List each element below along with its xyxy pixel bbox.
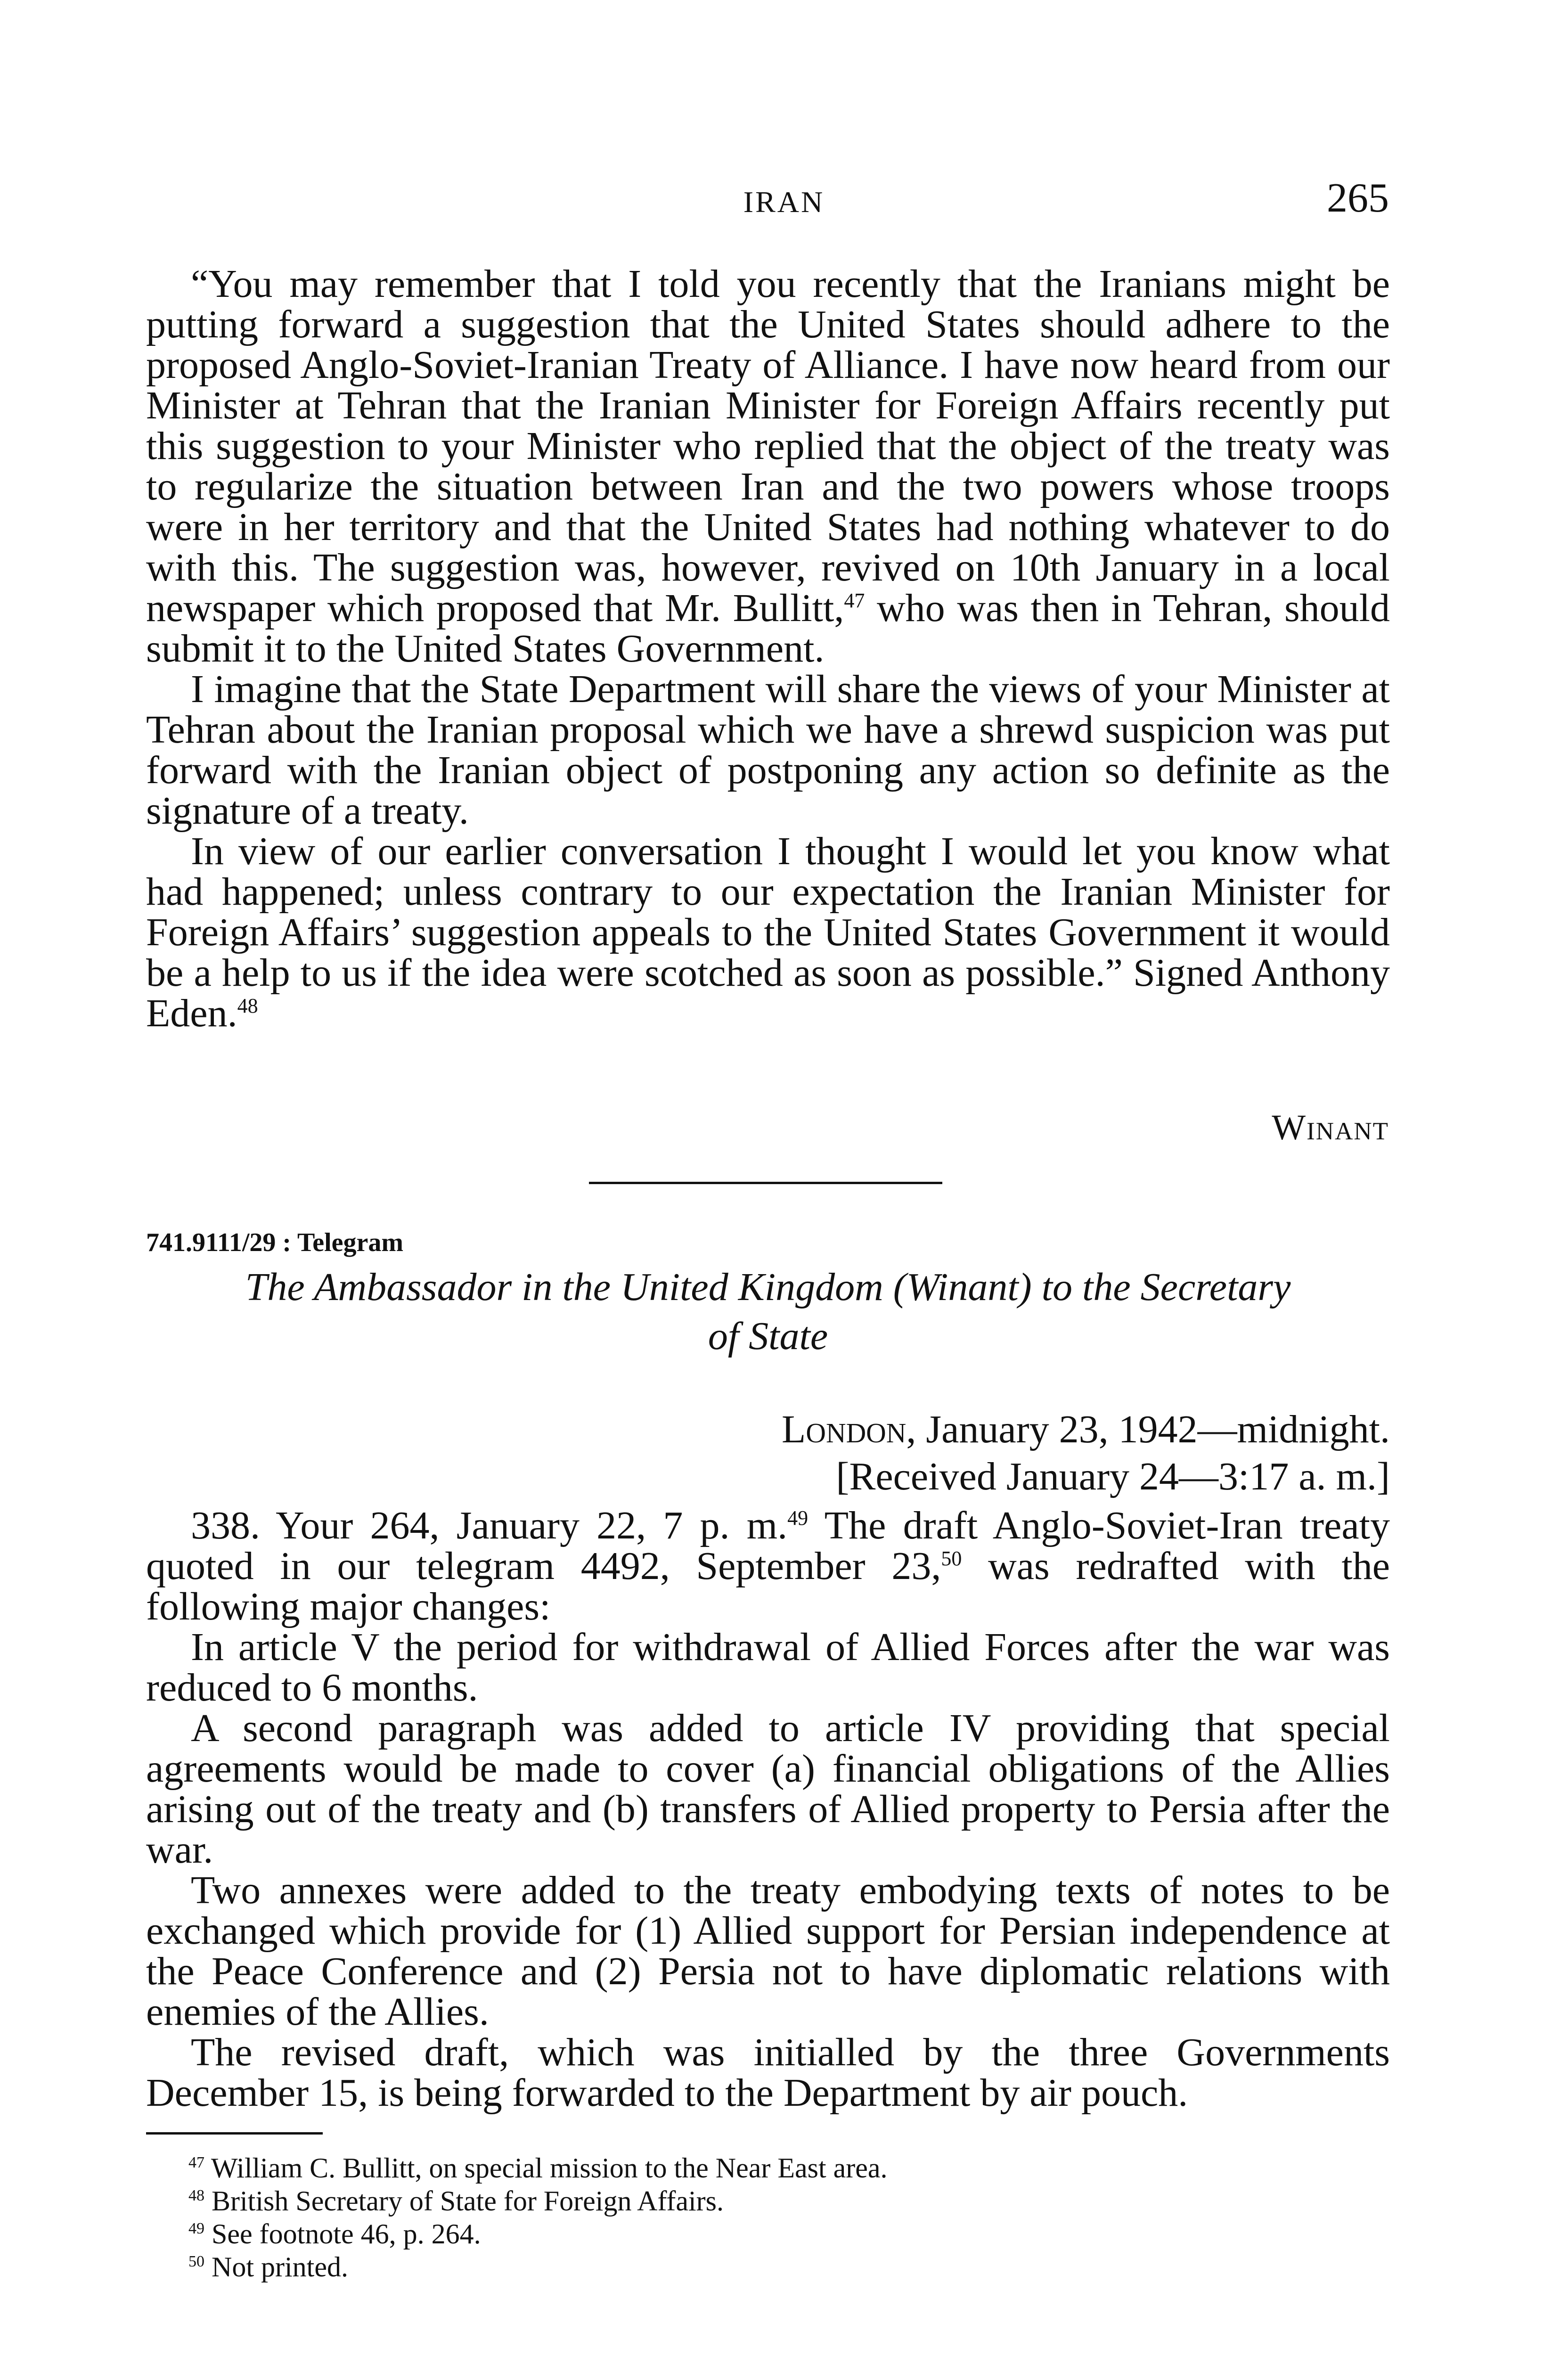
running-title: IRAN xyxy=(743,185,825,219)
footnote-ref-48: 48 xyxy=(237,994,258,1017)
footnotes xyxy=(146,2132,1390,2283)
telegram-paragraph-2: In article V the period for withdrawal of Allied Forces after the war was reduced to 6 months. xyxy=(146,1625,1390,1710)
telegram-paragraph-3: A second paragraph was added to article IV providing that special agreements would be made to cover (a) financial obligations of the Allies arising out of the treaty and (b) transfers of Allied property to Persia after the war. xyxy=(146,1706,1390,1872)
footnote-47: $^{47}$ William C. Bullitt, on special mission to the Near East area. xyxy=(188,2152,888,2184)
telegram-paragraph-4: Two annexes were added to the treaty embodying texts of notes to be exchanged which provide for (1) Allied support for Persian independence at the Peace Conference and (2) Persia not to have diplomatic relations with enemies of the Allies. xyxy=(146,1868,1390,2034)
footnote-ref-47: 47 xyxy=(844,589,865,612)
letter-paragraph-2: I imagine that the State Department will share the views of your Minister at Tehran about the Iranian proposal which we have a shrewd suspicion was put forward with the Iranian object of postponing any action so definite as the signature of a treaty. xyxy=(146,667,1390,833)
received-line: [Received January 24—3:17 a. m.] xyxy=(836,1455,1390,1498)
dateline-place: London xyxy=(782,1407,906,1451)
heading-line-2: of State xyxy=(708,1314,828,1358)
footnote-49: $^{49}$ See footnote 46, p. 264. xyxy=(188,2218,481,2250)
footnote-50: $^{50}$ Not printed. xyxy=(188,2251,348,2282)
dateline xyxy=(683,1407,1390,1452)
dateline-date: , January 23, 1942—midnight. xyxy=(906,1407,1390,1451)
letter-paragraph-3: In view of our earlier conversation I thought I would let you know what had happened; unless contrary to our expectation the Iranian Minister for Foreign Affairs’ suggestion appeals to the United States Government it would be a help to us if the idea were scotched as soon as possible.” Signed Anthony Eden.$^{48}$ xyxy=(146,829,1390,1035)
footnote-ref-50: 50 xyxy=(941,1547,962,1570)
heading-line-1: The Ambassador in the United Kingdom (Winant) to the Secretary xyxy=(245,1265,1291,1309)
telegram-paragraph-1: 338. Your 264, January 22, 7 p. m.$^{49}$ The draft Anglo-Soviet-Iran treaty quoted in our telegram 4492, September 23,50 was redrafted with the following major changes: xyxy=(146,1504,1390,1628)
letter-body xyxy=(146,264,1390,1034)
footnote-48: $^{48}$ British Secretary of State for Foreign Affairs. xyxy=(188,2185,724,2217)
file-reference: 741.9111/29 : Telegram xyxy=(146,1228,403,1257)
document-heading xyxy=(146,1263,1390,1361)
telegram-body xyxy=(146,1505,1390,2113)
page-number: 265 xyxy=(1327,175,1389,221)
telegram-paragraph-5: The revised draft, which was initialled by the three Governments December 15, is being forwarded to the Department by air pouch. xyxy=(146,2030,1390,2115)
section-divider xyxy=(589,1182,942,1184)
letter-paragraph-1: “You may remember that I told you recently that the Iranians might be putting forward a suggestion that the United States should adhere to the proposed Anglo-Soviet-Iranian Treaty of Alliance. I have now heard from our Minister at Tehran that the Iranian Minister for Foreign Affairs recently put this suggestion to your Minister who replied that the object of the treaty was to regularize the situation between Iran and the two powers whose troops were in her territory and that the United States had nothing whatever to do with this. The suggestion was, however, revived on 10th January in a local newspaper which proposed that Mr. Bullitt,$^{47}$ who was then in Tehran, should submit it to the United States Government. xyxy=(146,262,1390,671)
signature-winant: Winant xyxy=(1272,1108,1389,1147)
footnote-rule xyxy=(146,2132,323,2135)
footnote-ref-49: 49 xyxy=(787,1506,808,1530)
